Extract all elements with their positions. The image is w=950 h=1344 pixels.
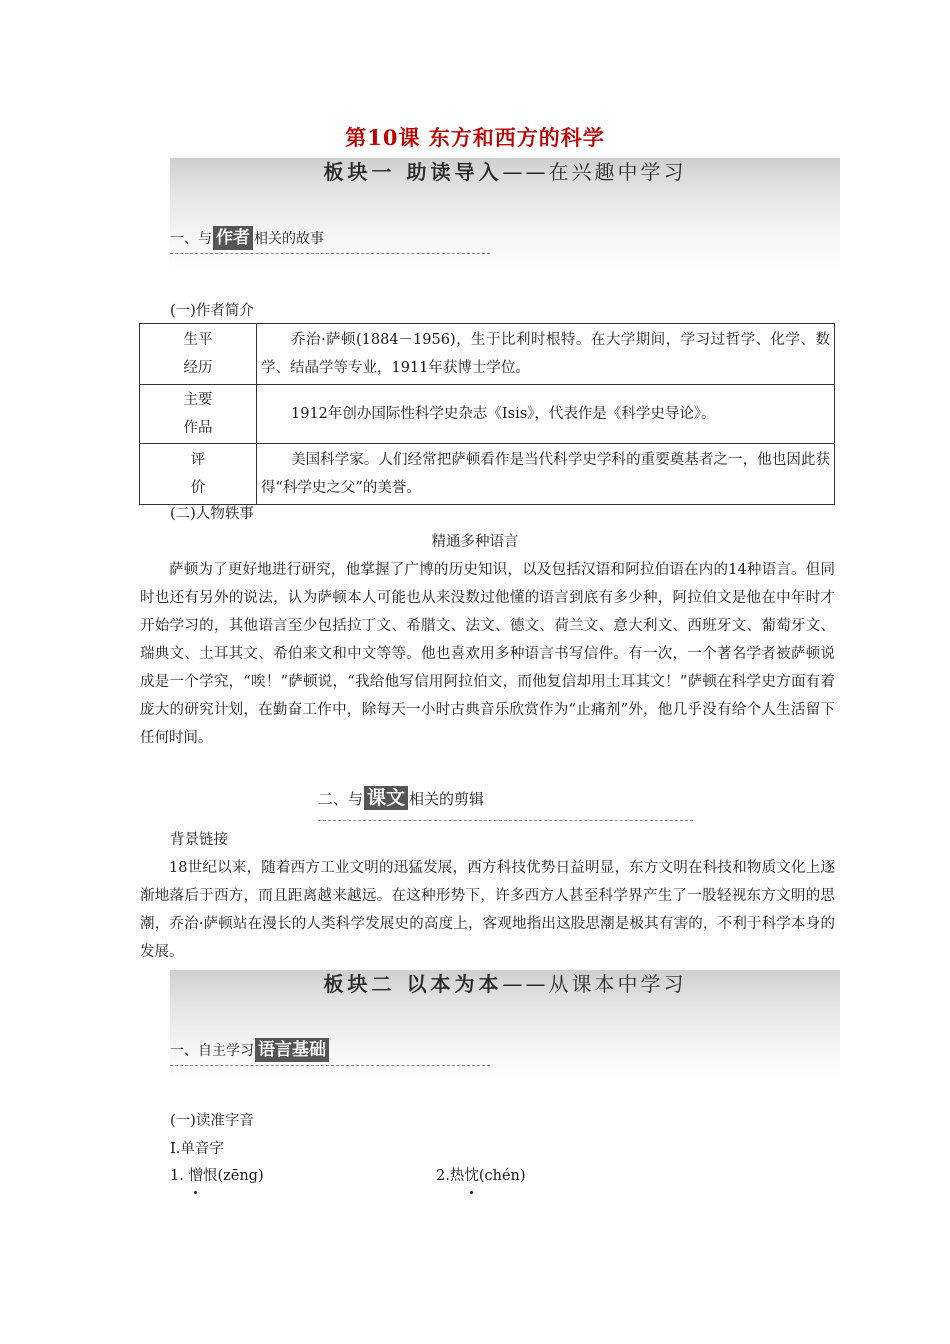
label-line: 主要	[183, 392, 213, 408]
section2-heading	[318, 786, 484, 812]
row-label-works	[140, 385, 257, 444]
block2-heading	[170, 970, 840, 998]
block2-banner	[170, 970, 840, 1082]
block1-banner	[170, 158, 840, 270]
background-body: 18世纪以来，随着西方工业文明的迅猛发展，西方科技优势日益明显，东方文明在科技和物质文化上逐渐地落后于西方，而且距离越来越远。在这种形势下，许多西方人甚至科学界产生了一股轻视东方文明的思潮，乔治·萨顿站在漫长的人类科学发展史的高度上，客观地指出这股思潮是极其有害的，不利于科学本身的发展。	[140, 860, 835, 960]
item-number: 1.	[170, 1168, 184, 1184]
label-line: 评	[190, 452, 206, 468]
block1-heading	[170, 158, 840, 186]
label-line: 作品	[183, 420, 213, 436]
block1-heading-strong: 助读导入	[406, 160, 503, 184]
pronunciation-item	[436, 1162, 526, 1190]
item-dotted-char: 憎	[188, 1162, 203, 1190]
author-intro-label: (一)作者简介	[170, 303, 254, 319]
row-label-evaluation	[140, 444, 257, 505]
block2-heading-strong: 以本为本	[406, 972, 503, 996]
row-content-evaluation: 美国科学家。人们经常把萨顿看作是当代科学史学科的重要奠基者之一，他也因此获得“科学史之父”的美誉。	[257, 444, 835, 505]
table-row	[140, 324, 835, 385]
section1-heading	[170, 226, 324, 250]
pronunciation-label: (一)读准字音	[170, 1113, 254, 1129]
section2-highlight: 课文	[364, 786, 408, 810]
item-after: 恨(zēng)	[202, 1168, 264, 1184]
background-label: 背景链接	[170, 832, 228, 848]
label-line: 经历	[183, 360, 213, 376]
block2-section1-highlight: 语言基础	[255, 1038, 329, 1062]
item-number: 2.	[436, 1168, 450, 1184]
row-label-career	[140, 324, 257, 385]
block1-heading-main: 板块一	[323, 160, 396, 184]
item-dotted-char: 忱	[464, 1162, 479, 1190]
pronunciation-sublabel: Ⅰ.单音字	[170, 1141, 224, 1157]
table-row	[140, 385, 835, 444]
block1-heading-sub: ——在兴趣中学习	[502, 160, 687, 184]
section1-highlight: 作者	[213, 226, 253, 250]
label-line: 价	[190, 480, 206, 496]
section1-suffix: 相关的故事	[254, 231, 324, 247]
anecdote-title: 精通多种语言	[431, 534, 519, 550]
item-before: 热	[449, 1168, 465, 1184]
block2-section1-prefix: 一、自主学习	[170, 1043, 254, 1059]
row-content-works: 1912年创办国际性科学史杂志《Isis》，代表作是《科学史导论》。	[257, 385, 835, 444]
author-info-table	[139, 323, 835, 505]
section2-prefix: 二、与	[318, 790, 364, 808]
block2-heading-sub: ——从课本中学习	[502, 972, 687, 996]
label-line: 生平	[183, 332, 213, 348]
item-after: (chén)	[478, 1168, 526, 1184]
pronunciation-item	[170, 1162, 264, 1190]
block2-heading-main: 板块二	[323, 972, 396, 996]
block2-section1-heading	[170, 1038, 330, 1062]
section2-divider	[318, 820, 693, 821]
section1-prefix: 一、与	[170, 231, 212, 247]
section1-divider	[170, 253, 490, 254]
anecdote-body: 萨顿为了更好地进行研究，他掌握了广博的历史知识，以及包括汉语和阿拉伯语在内的14种语言。但同时也还有另外的说法，认为萨顿本人可能也从来没数过他懂的语言到底有多少种，阿拉伯文是他在中年时才开始学习的，其他语言至少包括拉丁文、希腊文、法文、德文、荷兰文、意大利文、西班牙文、葡萄牙文、瑞典文、土耳其文、希伯来文和中文等等。他也喜欢用多种语言书写信件。有一次，一个著名学者被萨顿说成是一个学究，“唉！”萨顿说，“我给他写信用阿拉伯文，而他复信却用土耳其文！”萨顿在科学史方面有着庞大的研究计划，在勤奋工作中，除每天一小时古典音乐欣赏作为“止痛剂”外，他几乎没有给个人生活留下任何时间。	[140, 562, 835, 746]
section2-suffix: 相关的剪辑	[409, 790, 485, 808]
anecdote-label: (二)人物轶事	[170, 506, 254, 522]
block2-section1-divider	[170, 1065, 490, 1066]
table-row	[140, 444, 835, 505]
row-content-career: 乔治·萨顿(1884－1956)，生于比利时根特。在大学期间，学习过哲学、化学、数学、结晶学等专业，1911年获博士学位。	[257, 324, 835, 385]
page-title: 第10课 东方和西方的科学	[345, 125, 605, 150]
